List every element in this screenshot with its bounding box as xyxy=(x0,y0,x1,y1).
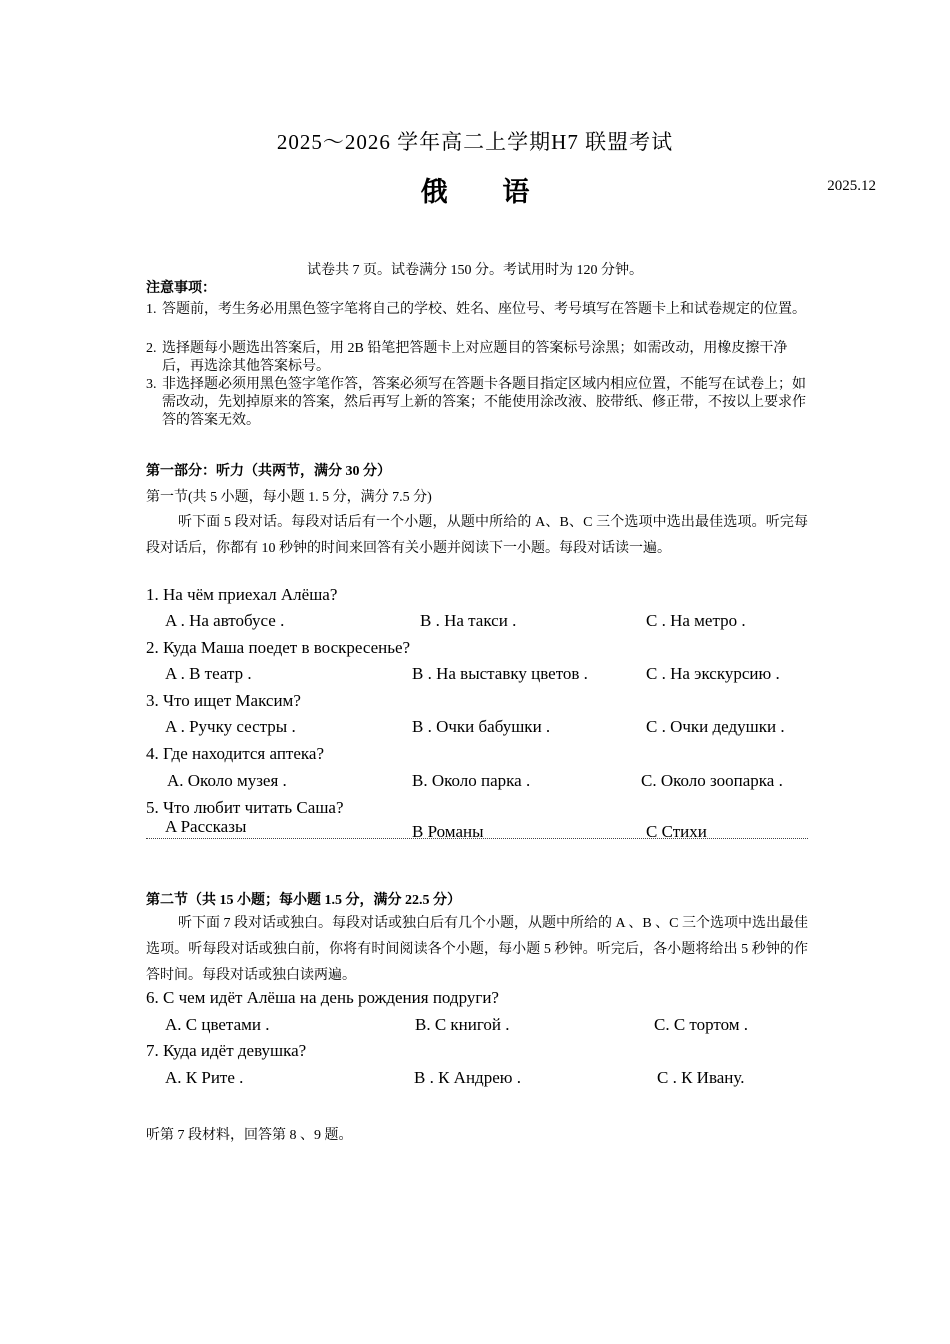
option-a: A . Ручку сестры . xyxy=(165,717,296,736)
option-c: C . Очки дедушки . xyxy=(646,717,785,736)
exam-info: 试卷共 7 页。试卷满分 150 分。考试用时为 120 分钟。 xyxy=(307,263,643,278)
option-c: C Стихи xyxy=(646,822,707,841)
notice-item xyxy=(146,340,811,376)
question-7: 7. Куда идёт девушка? xyxy=(146,1041,307,1060)
option-a: A . В театр . xyxy=(165,664,252,683)
footer-note: 听第 7 段材料，回答第 8 、9 题。 xyxy=(146,1128,353,1143)
option-b: B Романы xyxy=(412,822,484,841)
option-b: B . На выставку цветов . xyxy=(412,664,588,683)
question-5: 5. Что любит читать Саша? xyxy=(146,798,344,817)
option-c: C . К Ивану. xyxy=(657,1068,745,1087)
option-c: C. С тортом . xyxy=(654,1015,749,1034)
notice-heading: 注意事项： xyxy=(146,281,216,296)
notice-item-number: 3. xyxy=(146,377,157,392)
option-c: C. Около зоопарка . xyxy=(641,771,783,790)
option-b: B . К Андрею . xyxy=(414,1068,521,1087)
option-a: A. Около музея . xyxy=(167,771,287,790)
question-1: 1. На чём приехал Алёша? xyxy=(146,585,338,604)
question-2: 2. Куда Маша поедет в воскресенье? xyxy=(146,638,411,657)
section2-heading: 第二节（共 15 小题；每小题 1.5 分，满分 22.5 分） xyxy=(146,893,461,908)
dotted-divider xyxy=(146,838,808,839)
subject-title: 俄 语 xyxy=(420,177,554,207)
notice-item-number: 2. xyxy=(146,341,157,356)
question-4: 4. Где находится аптека? xyxy=(146,744,324,763)
exam-date: 2025.12 xyxy=(827,178,876,194)
option-c: C . На экскурсию . xyxy=(646,664,780,683)
question-6: 6. С чем идёт Алёша на день рождения подруги? xyxy=(146,988,499,1007)
question-3: 3. Что ищет Максим? xyxy=(146,691,301,710)
option-b: B . Очки бабушки . xyxy=(412,717,551,736)
notice-item-text: 非选择题必须用黑色签字笔作答，答案必须写在答题卡各题目指定区域内相应位置，不能写在试卷上；如需改动，先划掉原来的答案，然后再写上新的答案；不能使用涂改液、胶带纸、修正带，不按以上要求作答的答案无效。 xyxy=(162,377,806,428)
option-b: B . На такси . xyxy=(420,611,517,630)
notice-item-number: 1. xyxy=(146,302,157,317)
notice-item-text: 选择题每小题选出答案后，用 2B 铅笔把答题卡上对应题目的答案标号涂黑；如需改动，用橡皮擦干净后，再选涂其他答案标号。 xyxy=(162,341,788,374)
exam-title: 2025～2026 学年高二上学期H7 联盟考试 xyxy=(276,130,674,154)
option-a: A Рассказы xyxy=(165,817,247,836)
notice-item xyxy=(146,301,811,319)
section1-heading: 第一节(共 5 小题，每小题 1. 5 分，满分 7.5 分) xyxy=(146,490,432,505)
part1-heading: 第一部分：听力（共两节，满分 30 分） xyxy=(146,464,391,479)
notice-item xyxy=(146,376,811,430)
section2-instructions: 听下面 7 段对话或独白。每段对话或独白后有几个小题，从题中所给的 A 、B 、C 三个选项中选出最佳选项。听每段对话或独白前，你将有时间阅读各个小题，每小题 5 秒钟。听完后，各小题将给出 5 秒钟的作答时间。每段对话或独白读两遍。 xyxy=(146,916,809,983)
option-a: A. К Рите . xyxy=(165,1068,244,1087)
option-b: B. С книгой . xyxy=(415,1015,510,1034)
option-a: A. С цветами . xyxy=(165,1015,270,1034)
option-a: A . На автобусе . xyxy=(165,611,285,630)
section1-instructions: 听下面 5 段对话。每段对话后有一个小题，从题中所给的 A、B、C 三个选项中选出最佳选项。听完每段对话后，你都有 10 秒钟的时间来回答有关小题并阅读下一小题。每段对话读一遍。 xyxy=(146,515,808,556)
notice-item-text: 答题前，考生务必用黑色签字笔将自己的学校、姓名、座位号、考号填写在答题卡上和试卷规定的位置。 xyxy=(162,302,806,317)
option-b: B. Около парка . xyxy=(412,771,531,790)
option-c: C . На метро . xyxy=(646,611,746,630)
